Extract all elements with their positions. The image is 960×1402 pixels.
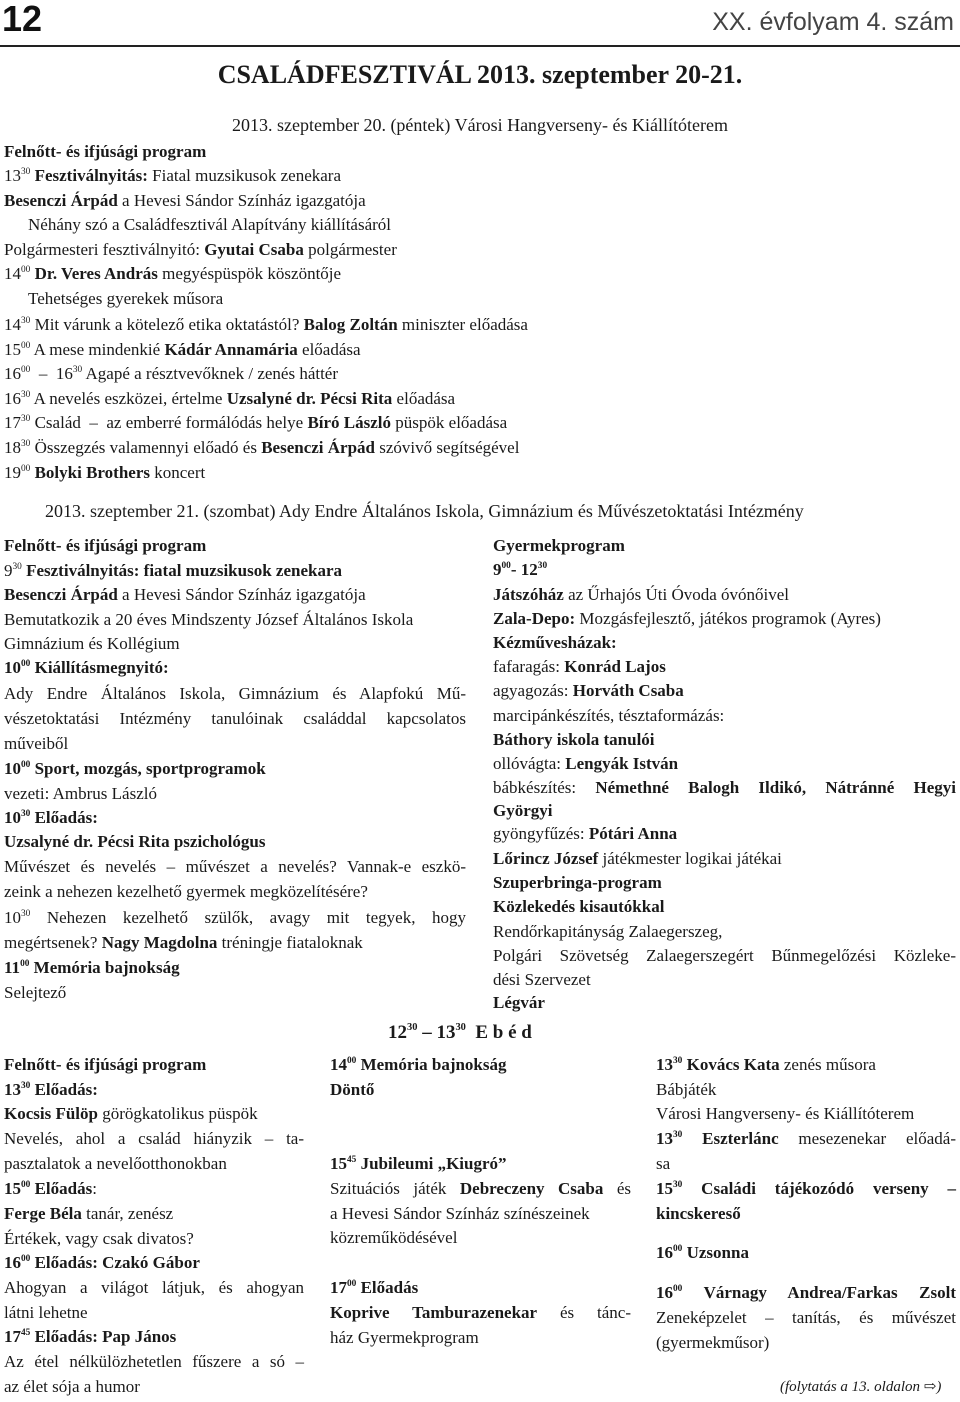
afternoon-right-line: Bábjáték (656, 1080, 717, 1099)
afternoon-mid-line: ház Gyermekprogram (330, 1328, 479, 1347)
afternoon-left-line: $17^{45}$ Előadás: Pap János (4, 1327, 177, 1346)
friday-line: Tehetséges gyerekek műsora (28, 289, 224, 308)
friday-line: $16^{00} - 16^{30}$ Agapé a résztvevőknek / zenés háttér (4, 364, 339, 383)
saturday-right-line: agyagozás: Horváth Csaba (493, 681, 684, 700)
saturday-heading: 2013. szeptember 21. (szombat) Ady Endre Általános Iskola, Gimnázium és Művészetoktatási Intézmény (45, 501, 804, 521)
saturday-right-line: fafaragás: Konrád Lajos (493, 657, 666, 676)
saturday-right-line: Játszóház az Űrhajós Úti Óvoda óvónőivel (493, 585, 790, 604)
saturday-right-line: marcipánkészítés, tésztaformázás: (493, 706, 725, 725)
friday-line: Besenczi Árpád a Hevesi Sándor Színház igazgatója (4, 191, 366, 210)
saturday-right-line: bábkészítés: Némethné Balogh Ildikó, Nátránné Hegyi (493, 778, 956, 797)
saturday-right-line: Gyermekprogram (493, 536, 625, 555)
friday-line: $14^{30}$ Mit várunk a kötelező etika oktatástól? Balog Zoltán miniszter előadása (4, 315, 528, 334)
afternoon-right-line: $13^{30}$ Kovács Kata zenés műsora (656, 1055, 876, 1074)
friday-line: $18^{30}$ Összegzés valamennyi előadó és Besenczi Árpád szóvivő segítségével (4, 438, 520, 457)
friday-heading: 2013. szeptember 20. (péntek) Városi Hangverseny- és Kiállítóterem (231, 115, 728, 135)
friday-line: Néhány szó a Családfesztivál Alapítvány kiállításáról (28, 215, 392, 234)
saturday-right-line: Légvár (493, 993, 545, 1012)
saturday-right-line: Báthory iskola tanulói (493, 730, 655, 749)
saturday-left-line: vészetoktatási Intézmény tanulóinak családdal kapcsolatos (4, 709, 466, 728)
afternoon-mid-line: Szituációs játék Debreczeny Csaba és (330, 1179, 631, 1198)
afternoon-mid-line: $15^{45}$ Jubileumi „Kiugró” (330, 1154, 507, 1173)
friday-line: Felnőtt- és ifjúsági program (4, 142, 207, 161)
afternoon-mid-line: közreműködésével (330, 1228, 458, 1247)
afternoon-right-line: Városi Hangverseny- és Kiállítóterem (656, 1104, 915, 1123)
afternoon-left-line: pasztalatok a nevelőotthonokban (4, 1154, 227, 1173)
friday-line: $19^{00}$ Bolyki Brothers koncert (4, 463, 206, 482)
saturday-right-line: $9^{00}-$ $12^{30}$ (493, 560, 548, 579)
saturday-left-line: $9^{30}$ Fesztiválnyitás: fiatal muzsikusok zenekara (4, 561, 342, 580)
saturday-right-line: ollóvágta: Lengyák István (493, 754, 679, 773)
saturday-left-line: Művészet és nevelés – művészet a nevelés? Vannak-e eszkö- (4, 857, 466, 876)
afternoon-right-line: (gyermekműsor) (656, 1333, 770, 1352)
issue-label: XX. évfolyam 4. szám (712, 8, 954, 36)
afternoon-right-line: $16^{00}$ Uzsonna (656, 1243, 749, 1262)
afternoon-left-line: látni lehetne (4, 1303, 88, 1322)
afternoon-right-line: $15^{30}$ Családi tájékozódó verseny – (656, 1179, 956, 1198)
saturday-right-line: Szuperbringa-program (493, 873, 662, 892)
saturday-left-line: műveiből (4, 734, 69, 753)
saturday-left-line: $10^{00}$ Sport, mozgás, sportprogramok (4, 759, 266, 778)
friday-line: $16^{30}$ A nevelés eszközei, értelme Uzsalyné dr. Pécsi Rita előadása (4, 389, 456, 408)
page-number: 12 (2, 0, 43, 39)
afternoon-left-line: Nevelés, ahol a család hiányzik – ta- (4, 1129, 304, 1148)
saturday-right-line: Kézművesházak: (493, 633, 617, 652)
continued-note: (folytatás a 13. oldalon ⇨) (780, 1379, 942, 1395)
afternoon-mid-line: $14^{00}$ Memória bajnokság (330, 1055, 507, 1074)
afternoon-mid-line: Koprive Tamburazenekar és tánc- (330, 1303, 632, 1322)
saturday-right-line: Zala-Depo: Mozgásfejlesztő, játékos programok (Ayres) (493, 609, 881, 628)
saturday-left-line: $11^{00}$ Memória bajnokság (4, 958, 180, 977)
saturday-left-line: megértsenek? Nagy Magdolna tréningje fiataloknak (4, 933, 363, 952)
afternoon-right-line: sa (656, 1154, 671, 1173)
friday-line: $14^{00}$ Dr. Veres András megyéspüspök köszöntője (4, 264, 342, 283)
page-title: CSALÁDFESZTIVÁL 2013. szeptember 20-21. (217, 60, 743, 89)
saturday-right-line: Györgyi (493, 801, 553, 820)
saturday-left-line: $10^{30}$ Előadás: (4, 808, 98, 827)
saturday-left-line: $10^{30}$ Nehezen kezelhető szülők, avagy mit tegyek, hogy (4, 908, 466, 927)
saturday-left-line: Uzsalyné dr. Pécsi Rita pszichológus (4, 832, 266, 851)
lunch-break: $12^{30} - 13^{30}$ E b é d (388, 1022, 532, 1043)
saturday-left-line: Ady Endre Általános Iskola, Gimnázium és Alapfokú Mű- (4, 684, 466, 703)
afternoon-left-line: $15^{00}$ Előadás: (4, 1179, 97, 1198)
saturday-left-line: zeink a nehezen kezelhető gyermek megközelítésére? (4, 882, 368, 901)
afternoon-left-line: az élet sója a humor (4, 1377, 140, 1396)
afternoon-mid-line: a Hevesi Sándor Színház színészeinek (330, 1204, 590, 1223)
saturday-right-line: Polgári Szövetség Zalaegerszegért Bűnmegelőzési Közleke- (493, 946, 956, 965)
afternoon-mid-line: $17^{00}$ Előadás (330, 1278, 419, 1297)
saturday-left-line: Besenczi Árpád a Hevesi Sándor Színház igazgatója (4, 585, 366, 604)
saturday-right-line: Közlekedés kisautókkal (493, 897, 665, 916)
afternoon-left-line: Ferge Béla tanár, zenész (4, 1204, 174, 1223)
saturday-left-line: Selejtező (4, 983, 67, 1002)
afternoon-right-line: Zeneképzelet – tanítás, és művészet (656, 1308, 956, 1327)
afternoon-mid-line: Döntő (330, 1080, 375, 1099)
friday-line: $13^{30}$ Fesztiválnyitás: Fiatal muzsikusok zenekara (4, 166, 341, 185)
afternoon-right-line: $13^{30}$ Eszterlánc mesezenekar előadá- (656, 1129, 957, 1148)
saturday-left-line: Gimnázium és Kollégium (4, 634, 180, 653)
afternoon-left-line: Ahogyan a világot látjuk, és ahogyan (4, 1278, 304, 1297)
saturday-left-line: vezeti: Ambrus László (4, 784, 157, 803)
afternoon-left-line: Kocsis Fülöp görögkatolikus püspök (4, 1104, 258, 1123)
afternoon-left-line: $13^{30}$ Előadás: (4, 1080, 98, 1099)
afternoon-left-line: Felnőtt- és ifjúsági program (4, 1055, 207, 1074)
friday-line: $15^{00}$ A mese mindenkié Kádár Annamária előadása (4, 340, 361, 359)
saturday-right-line: gyöngyfűzés: Pótári Anna (493, 824, 678, 843)
afternoon-left-line: Értékek, vagy csak divatos? (4, 1229, 194, 1248)
afternoon-right-line: $16^{00}$ Várnagy Andrea/Farkas Zsolt (656, 1283, 956, 1302)
afternoon-right-line: kincskereső (656, 1204, 741, 1223)
friday-line: Polgármesteri fesztiválnyitó: Gyutai Csaba polgármester (4, 240, 397, 259)
afternoon-left-line: Az étel nélkülözhetetlen fűszere a só – (4, 1352, 304, 1371)
afternoon-left-line: $16^{00}$ Előadás: Czakó Gábor (4, 1253, 200, 1272)
saturday-left-line: Bemutatkozik a 20 éves Mindszenty József Általános Iskola (4, 610, 414, 629)
saturday-right-line: dési Szervezet (493, 970, 591, 989)
header-rule (0, 45, 960, 47)
saturday-left-line: Felnőtt- és ifjúsági program (4, 536, 207, 555)
saturday-left-line: $10^{00}$ Kiállításmegnyitó: (4, 658, 169, 677)
saturday-right-line: Lőrincz József játékmester logikai játékai (493, 849, 782, 868)
friday-line: $17^{30}$ Család – az emberré formálódás helye Bíró László püspök előadása (4, 413, 508, 432)
saturday-right-line: Rendőrkapitányság Zalaegerszeg, (493, 922, 723, 941)
